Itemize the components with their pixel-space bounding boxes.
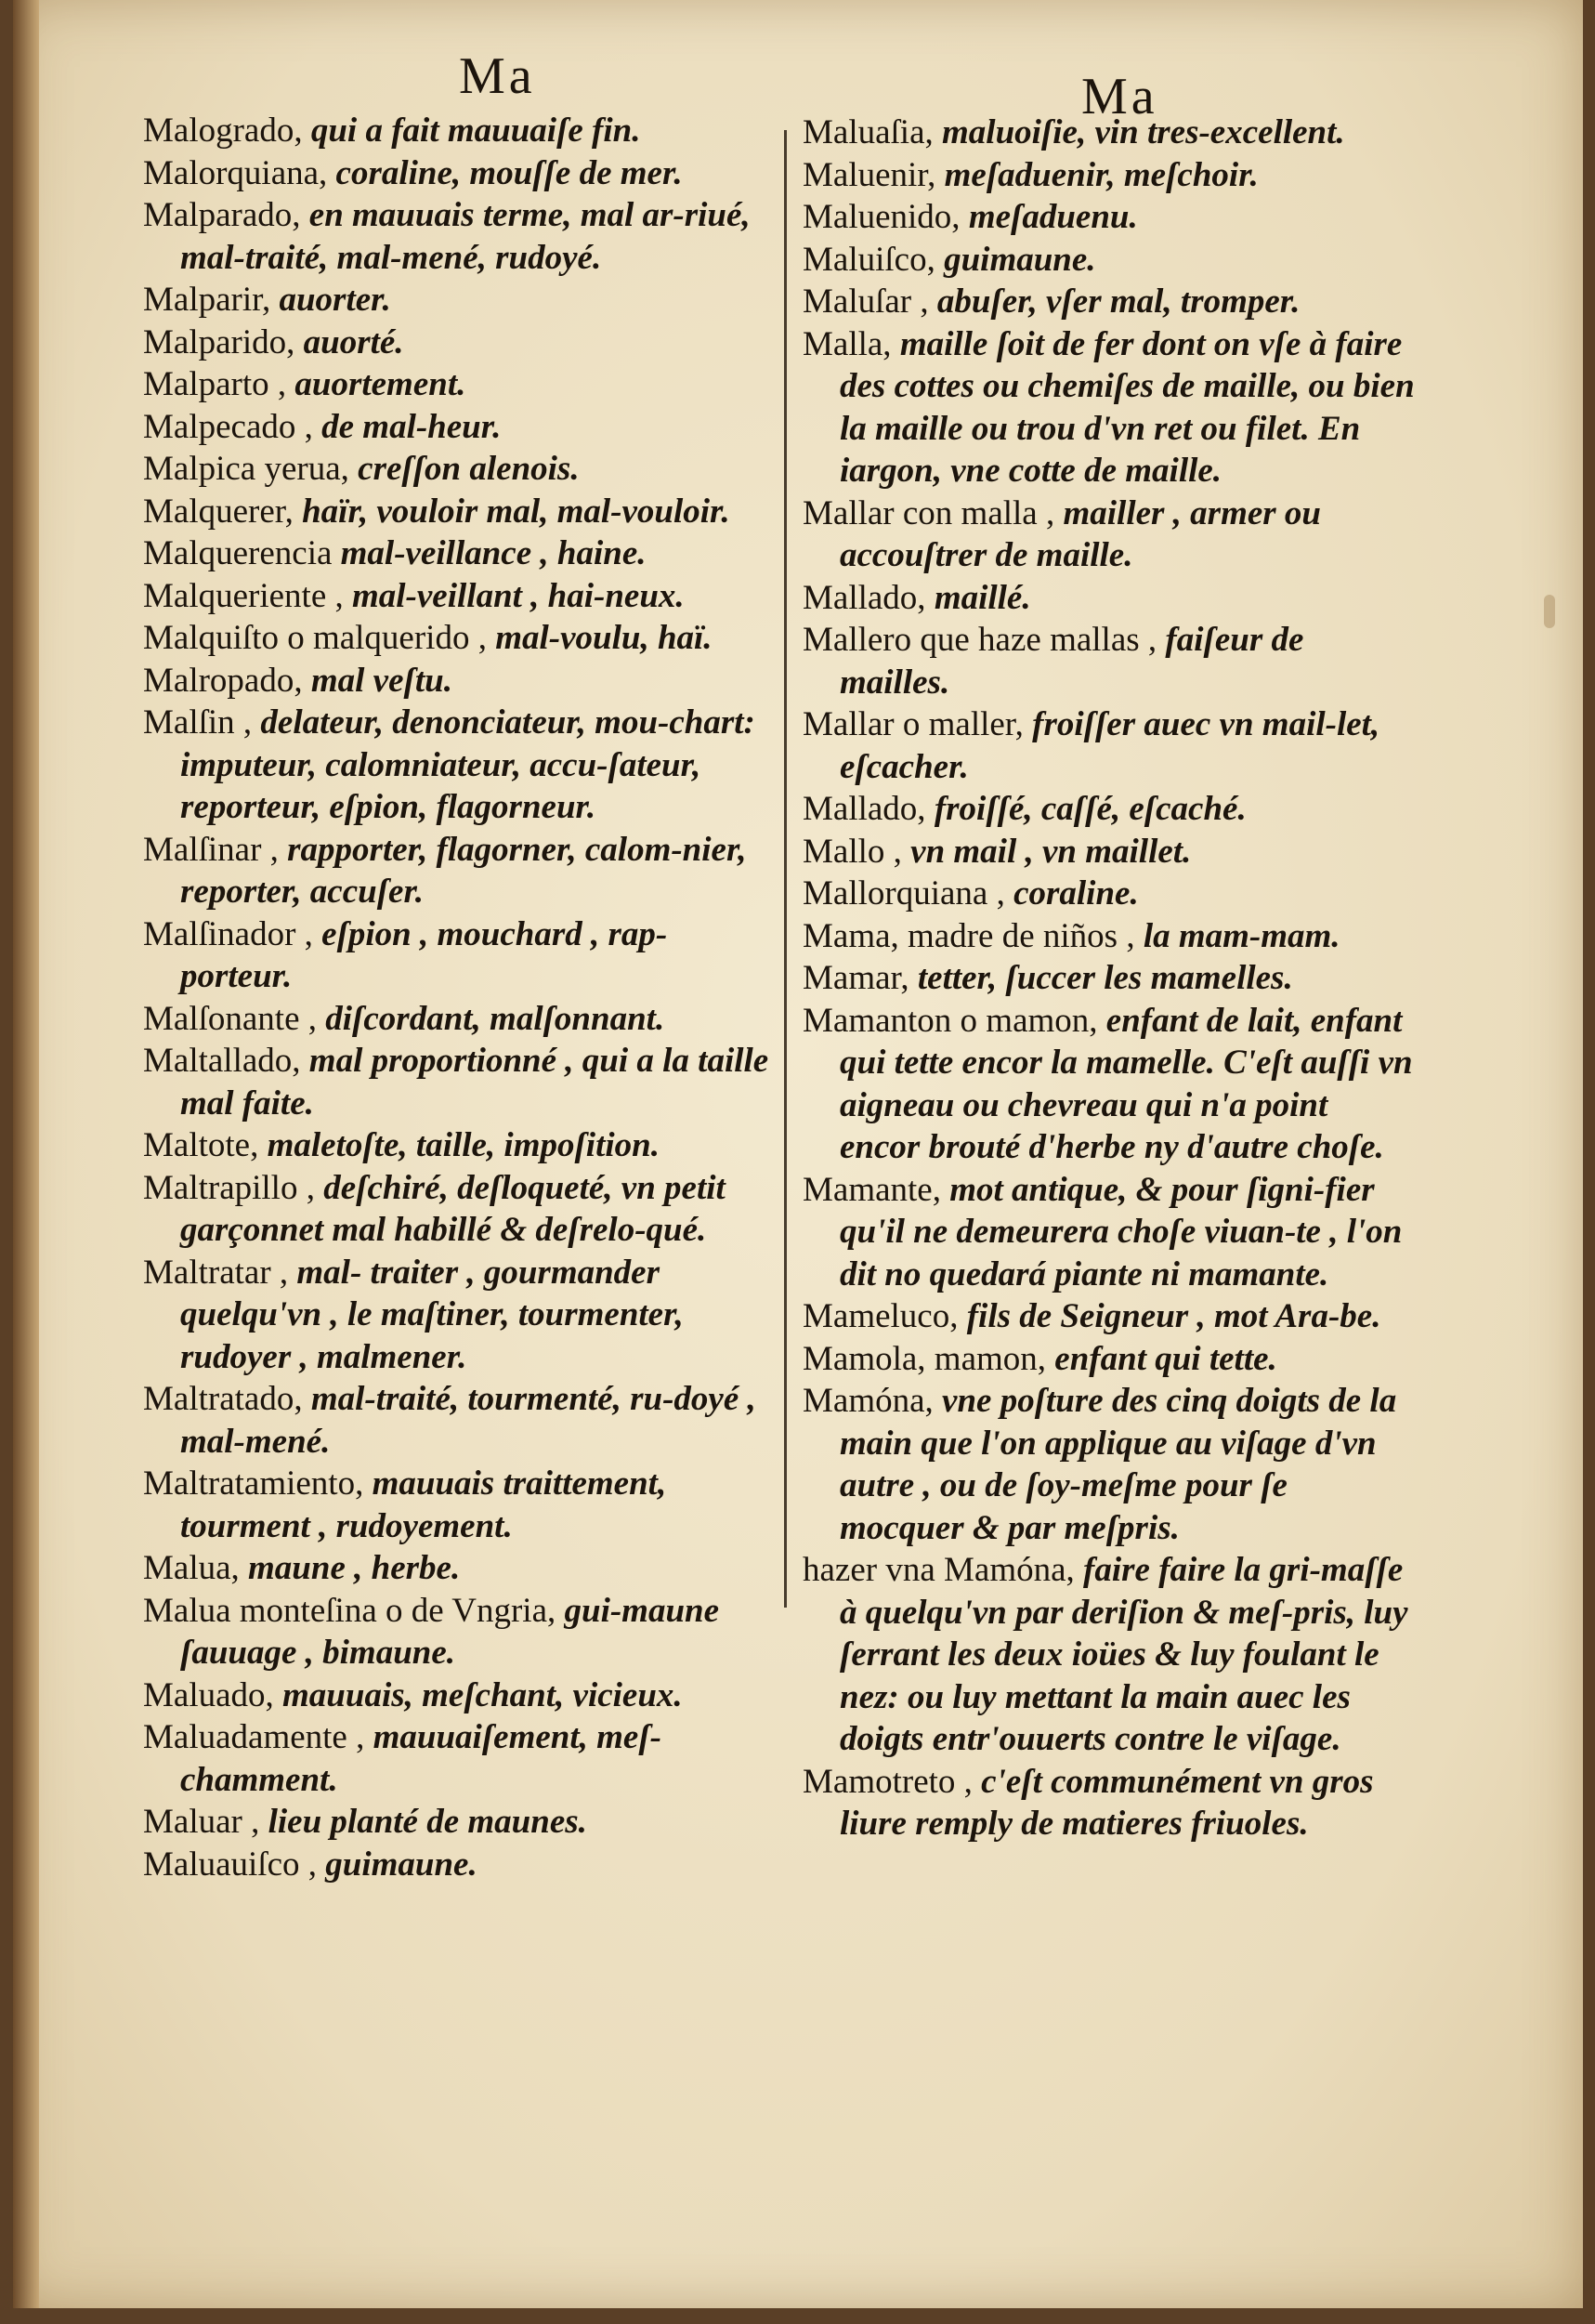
- entry-definition: mal veſtu.: [310, 661, 452, 700]
- dictionary-entry: [803, 492, 1416, 577]
- dictionary-entry: [803, 1295, 1416, 1338]
- dictionary-entry: [143, 194, 775, 279]
- entry-definition: auorter.: [279, 281, 391, 319]
- entry-definition: gui-maune ſauuage , bimaune.: [180, 1591, 720, 1672]
- entry-headword: Malparado,: [143, 196, 301, 234]
- dictionary-entry: [803, 1549, 1416, 1761]
- dictionary-entry: [803, 703, 1416, 788]
- entry-definition: maillé.: [934, 578, 1031, 617]
- dictionary-entry: [803, 196, 1416, 239]
- entry-headword: Maluiſco,: [803, 240, 935, 279]
- dictionary-entry: [803, 788, 1416, 831]
- entry-definition: maune , herbe.: [248, 1549, 461, 1587]
- entry-headword: Malquerer,: [143, 492, 294, 531]
- dictionary-entry: [143, 1378, 775, 1463]
- entry-definition: diſcordant, malſonnant.: [325, 999, 665, 1038]
- entry-definition: mal-veillant , hai-neux.: [352, 576, 685, 615]
- entry-definition: vn mail , vn maillet.: [910, 832, 1192, 871]
- dictionary-entry: [143, 406, 775, 449]
- page-gutter-shadow: [13, 0, 39, 2308]
- left-column: [143, 110, 775, 1885]
- entry-definition: meſaduenu.: [968, 198, 1138, 236]
- column-divider: [784, 130, 787, 1608]
- entry-definition: coraline.: [1013, 874, 1139, 913]
- entry-definition: meſaduenir, meſchoir.: [944, 155, 1259, 194]
- entry-headword: Malpecado ,: [143, 407, 313, 446]
- entry-headword: Malpica yerua,: [143, 450, 349, 488]
- entry-definition: mot antique, & pour ſigni-fier qu'il ne demeurera choſe viuan-te , l'on dit no quedará piante ni mamante.: [840, 1170, 1403, 1293]
- entry-definition: mal- traiter , gourmander quelqu'vn , le maſtiner, tourmenter, rudoyer , malmener.: [180, 1253, 684, 1376]
- entry-headword: Malropado,: [143, 661, 303, 700]
- entry-definition: mal-veillance , haine.: [340, 534, 647, 572]
- running-header-left: Ma: [459, 47, 536, 105]
- entry-headword: Maltote,: [143, 1126, 259, 1164]
- entry-headword: Malla,: [803, 324, 892, 363]
- entry-headword: Mamante,: [803, 1170, 941, 1209]
- entry-definition: guimaune.: [944, 240, 1096, 279]
- entry-headword: Maluado,: [143, 1675, 274, 1714]
- dictionary-entry: [803, 1169, 1416, 1296]
- entry-definition: auorté.: [303, 322, 404, 361]
- dictionary-entry: [803, 112, 1416, 154]
- dictionary-entry: [143, 829, 775, 913]
- entry-definition: auortement.: [294, 365, 466, 403]
- entry-definition: rapporter, flagorner, calom-nier, reporter, accuſer.: [180, 830, 747, 911]
- entry-headword: Malquerencia: [143, 534, 333, 572]
- entry-definition: qui a fait mauuaiſe fin.: [310, 112, 641, 150]
- entry-headword: Malparto ,: [143, 365, 287, 403]
- dictionary-entry: [143, 702, 775, 829]
- entry-definition: faiſeur de mailles.: [840, 621, 1304, 702]
- entry-definition: c'eſt communément vn gros liure remply de matieres friuoles.: [840, 1762, 1374, 1843]
- dictionary-entry: [143, 1167, 775, 1252]
- dictionary-entry: [803, 1761, 1416, 1845]
- dictionary-entry: [143, 1590, 775, 1674]
- page-edge-stain: [1544, 595, 1555, 628]
- dictionary-entry: [143, 110, 775, 152]
- entry-definition: enfant de lait, enfant qui tette encor la mamelle. C'eſt auſſi vn aigneau ou chevreau qui n'a point encor brouté d'herbe ny d'autre choſe.: [840, 1001, 1413, 1166]
- dictionary-entry: [803, 1380, 1416, 1549]
- entry-headword: Malua monteſina o de Vngria,: [143, 1591, 556, 1630]
- dictionary-entry: [803, 957, 1416, 1000]
- entry-headword: Mallo ,: [803, 832, 902, 871]
- dictionary-entry: [143, 152, 775, 195]
- dictionary-entry: [143, 322, 775, 364]
- dictionary-entry: [803, 239, 1416, 282]
- entry-headword: Mallar o maller,: [803, 705, 1024, 743]
- entry-headword: Malorquiana,: [143, 153, 328, 192]
- entry-headword: Malqueriente ,: [143, 576, 344, 615]
- entry-headword: Maluſar ,: [803, 282, 929, 321]
- entry-definition: eſpion , mouchard , rap-porteur.: [180, 914, 668, 995]
- entry-headword: Malogrado,: [143, 112, 303, 150]
- right-column: [803, 112, 1416, 1845]
- dictionary-entry: [143, 1801, 775, 1844]
- dictionary-entry: [143, 1844, 775, 1886]
- entry-headword: Malparir,: [143, 281, 271, 319]
- entry-definition: la mam-mam.: [1143, 916, 1340, 955]
- entry-definition: mauuais traittement, tourment , rudoyement.: [180, 1464, 667, 1545]
- entry-headword: Maluar ,: [143, 1803, 260, 1841]
- entry-headword: Maltallado,: [143, 1042, 301, 1080]
- entry-headword: Mallado,: [803, 578, 926, 617]
- dictionary-entry: [143, 998, 775, 1041]
- entry-definition: mauuaiſement, meſ-chamment.: [180, 1718, 661, 1799]
- dictionary-entry: [143, 1252, 775, 1379]
- entry-headword: Mamar,: [803, 959, 909, 997]
- entry-definition: enfant qui tette.: [1054, 1339, 1277, 1378]
- book-page: [13, 0, 1583, 2308]
- entry-headword: Mamóna,: [803, 1382, 934, 1420]
- entry-headword: Malſin ,: [143, 703, 253, 742]
- entry-definition: tetter, ſuccer les mamelles.: [917, 959, 1293, 997]
- entry-headword: Mamola, mamon,: [803, 1339, 1047, 1378]
- dictionary-entry: [803, 281, 1416, 323]
- entry-headword: Maltratamiento,: [143, 1464, 364, 1503]
- entry-headword: Mallorquiana ,: [803, 874, 1005, 913]
- entry-headword: Mameluco,: [803, 1297, 959, 1335]
- dictionary-entry: [143, 1040, 775, 1124]
- dictionary-entry: [803, 577, 1416, 620]
- dictionary-entry: [143, 913, 775, 998]
- entry-headword: Maltratado,: [143, 1380, 303, 1418]
- dictionary-entry: [143, 279, 775, 322]
- entry-headword: Malſonante ,: [143, 999, 318, 1038]
- entry-definition: guimaune.: [325, 1845, 477, 1884]
- entry-headword: Mallero que haze mallas ,: [803, 621, 1157, 659]
- dictionary-entry: [803, 1000, 1416, 1169]
- entry-definition: froiſſer auec vn mail-let, eſcacher.: [840, 705, 1380, 786]
- entry-headword: Malſinador ,: [143, 914, 313, 953]
- dictionary-entry: [803, 619, 1416, 703]
- entry-definition: haïr, vouloir mal, mal-vouloir.: [302, 492, 730, 531]
- entry-definition: faire faire la gri-maſſe à quelqu'vn par deriſion & meſ-pris, luy ſerrant les deux ioües & luy foulant le nez: ou luy mettant la main auec les doigts entr'ouuerts contre le viſage.: [840, 1551, 1408, 1758]
- dictionary-entry: [803, 831, 1416, 873]
- entry-headword: Malparido,: [143, 322, 295, 361]
- running-header-right: Ma: [1081, 68, 1158, 125]
- dictionary-entry: [143, 1674, 775, 1717]
- entry-headword: Maltrapillo ,: [143, 1168, 315, 1207]
- dictionary-entry: [803, 873, 1416, 915]
- entry-definition: delateur, denonciateur, mou-chart: imputeur, calomniateur, accu-ſateur, reporteur, eſpion, flagorneur.: [180, 703, 755, 826]
- entry-definition: vne poſture des cinq doigts de la main que l'on applique au viſage d'vn autre , ou de ſoy-meſme pour ſe mocquer & par meſpris.: [840, 1382, 1397, 1547]
- entry-headword: Maluenido,: [803, 198, 961, 236]
- entry-headword: Mamotreto ,: [803, 1762, 973, 1801]
- dictionary-entry: [803, 915, 1416, 958]
- entry-definition: maletoſte, taille, impoſition.: [267, 1126, 660, 1164]
- entry-headword: Malquiſto o malquerido ,: [143, 619, 487, 657]
- entry-definition: deſchiré, deſloqueté, vn petit garçonnet mal habillé & deſrelo-qué.: [180, 1168, 726, 1249]
- dictionary-entry: [143, 1463, 775, 1547]
- dictionary-entry: [143, 1547, 775, 1590]
- dictionary-entry: [143, 448, 775, 491]
- entry-definition: mal-traité, tourmenté, ru-doyé , mal-mené.: [180, 1380, 756, 1461]
- entry-headword: hazer vna Mamóna,: [803, 1551, 1075, 1589]
- entry-headword: Maluaſia,: [803, 113, 934, 151]
- entry-headword: Maluauiſco ,: [143, 1845, 318, 1884]
- entry-definition: mailler , armer ou accouſtrer de maille.: [840, 493, 1322, 574]
- entry-definition: maluoiſie, vin tres-excellent.: [942, 113, 1345, 151]
- entry-definition: fils de Seigneur , mot Ara-be.: [966, 1297, 1381, 1335]
- entry-definition: lieu planté de maunes.: [268, 1803, 587, 1841]
- entry-headword: Maluenir,: [803, 155, 936, 194]
- entry-headword: Mama, madre de niños ,: [803, 916, 1135, 955]
- entry-definition: mal-voulu, haï.: [495, 619, 713, 657]
- entry-headword: Malſinar ,: [143, 830, 279, 869]
- entry-definition: mauuais, meſchant, vicieux.: [282, 1675, 683, 1714]
- entry-definition: mal proportionné , qui a la taille mal faite.: [180, 1042, 769, 1123]
- dictionary-entry: [143, 1124, 775, 1167]
- entry-headword: Maltratar ,: [143, 1253, 289, 1292]
- dictionary-entry: [143, 532, 775, 575]
- entry-headword: Mamanton o mamon,: [803, 1001, 1098, 1040]
- dictionary-entry: [143, 1716, 775, 1801]
- dictionary-entry: [143, 575, 775, 618]
- entry-headword: Mallado,: [803, 790, 926, 828]
- dictionary-entry: [803, 323, 1416, 492]
- entry-definition: en mauuais terme, mal ar-riué, mal-traité, mal-mené, rudoyé.: [180, 196, 751, 277]
- entry-definition: maille ſoit de fer dont on vſe à faire des cottes ou chemiſes de maille, ou bien la maille ou trou d'vn ret ou filet. En iargon, vne cotte de maille.: [840, 324, 1415, 490]
- entry-definition: coraline, mouſſe de mer.: [335, 153, 683, 192]
- entry-definition: froiſſé, caſſé, eſcaché.: [934, 790, 1247, 828]
- dictionary-entry: [803, 1338, 1416, 1381]
- dictionary-entry: [143, 491, 775, 533]
- dictionary-entry: [803, 154, 1416, 197]
- entry-definition: abuſer, vſer mal, tromper.: [936, 282, 1301, 321]
- dictionary-entry: [143, 660, 775, 702]
- entry-headword: Maluadamente ,: [143, 1718, 365, 1756]
- dictionary-entry: [143, 617, 775, 660]
- dictionary-entry: [143, 363, 775, 406]
- entry-headword: Malua,: [143, 1549, 240, 1587]
- entry-headword: Mallar con malla ,: [803, 493, 1055, 532]
- entry-definition: de mal-heur.: [321, 407, 502, 446]
- entry-definition: creſſon alenois.: [358, 450, 580, 488]
